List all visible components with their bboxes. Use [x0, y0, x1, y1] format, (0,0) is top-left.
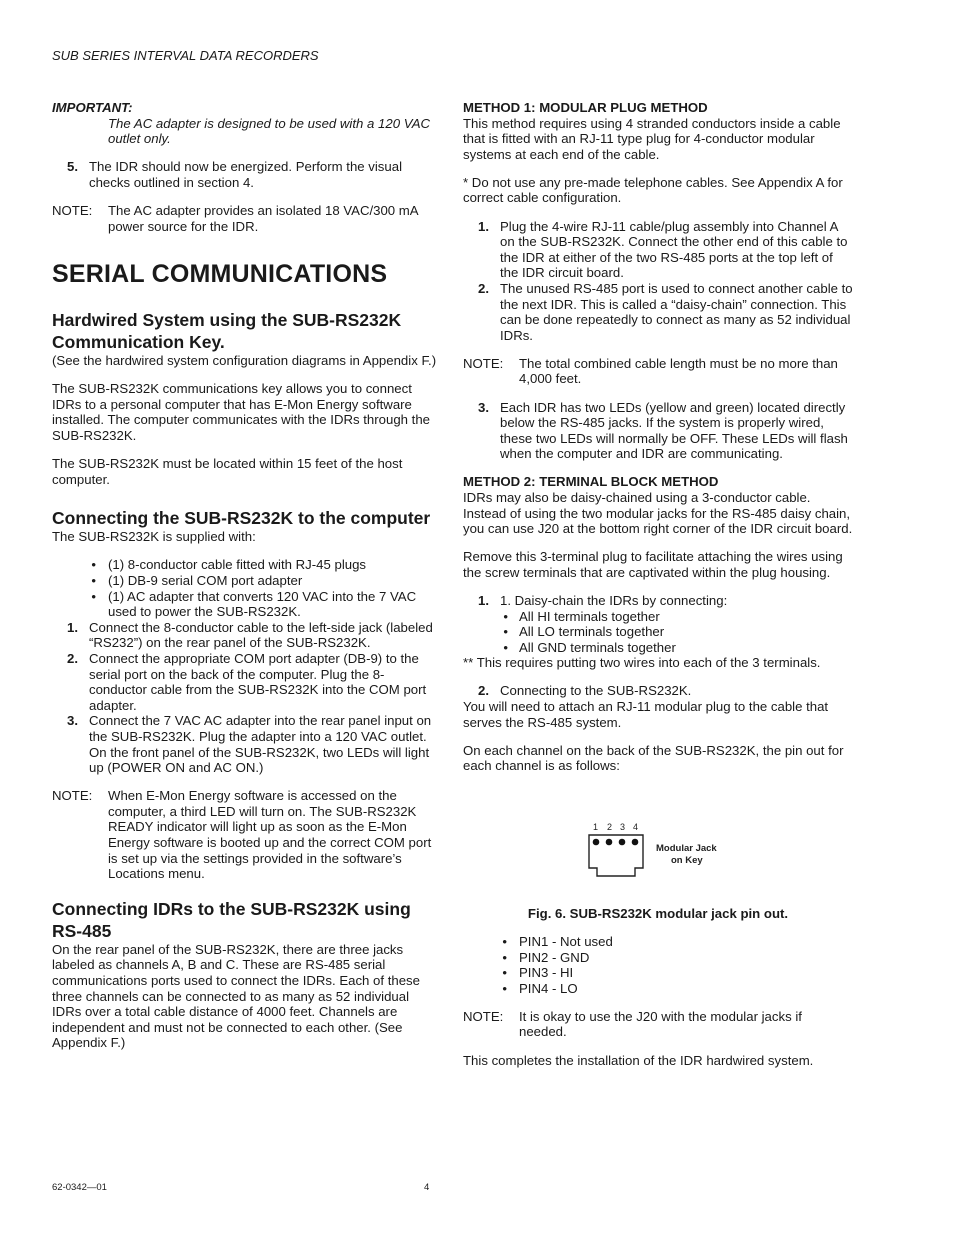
list-item: • PIN1 - Not used	[502, 933, 613, 949]
step-number: 5.	[67, 159, 78, 175]
important-text: The AC adapter is designed to be used with a 120 VAC outlet only.	[108, 115, 431, 147]
running-head: SUB SERIES INTERVAL DATA RECORDERS	[52, 48, 319, 63]
note-label: NOTE:	[463, 355, 504, 371]
pin-list	[463, 934, 853, 996]
heading-hardwired: Hardwired System using the SUB-RS232K Communication Key.	[52, 310, 402, 353]
step-2: 2. Connect the appropriate COM port adapter (DB-9) to the serial port on the back of the computer. Plug the 8-conductor cable from the SUB-RS232K into the COM port adapter.	[67, 650, 427, 713]
jack-label: on Key	[671, 854, 703, 866]
m2-step-1: 1. 1. Daisy-chain the IDRs by connecting:	[478, 592, 728, 608]
list-item: • PIN4 - LO	[502, 980, 578, 996]
note-text: When E-Mon Energy software is accessed on the computer, a third LED will turn on. The SUB-RS232K READY indicator will light up as soon as the E-Mon Energy software is booted up and the correct COM port is set up via the settings provided in the software’s Locations menu.	[108, 788, 432, 882]
jack-label: Modular Jack	[656, 842, 717, 854]
paragraph-see-appendix: (See the hardwired system configuration diagrams in Appendix F.)	[52, 353, 437, 369]
list-item: • (1) DB-9 serial COM port adapter	[91, 573, 303, 588]
paragraph-completion: This completes the installation of the IDR hardwired system.	[463, 1052, 814, 1068]
pin-dot	[619, 839, 626, 846]
paragraph-cable-warning: * Do not use any pre-made telephone cables. See Appendix A for correct cable configuration.	[463, 174, 843, 206]
list-item: • All GND terminals together	[503, 639, 676, 655]
step-1: 1. Connect the 8-conductor cable to the left-side jack (labeled “RS232”) on the rear panel of the SUB-RS232K.	[67, 619, 433, 651]
list-item: • All HI terminals together	[503, 608, 660, 624]
right-column	[463, 100, 853, 1068]
note-label: NOTE:	[52, 788, 93, 804]
heading-connecting-computer: Connecting the SUB-RS232K to the computer	[52, 508, 431, 529]
step-5	[52, 159, 437, 190]
note-cable-length	[463, 356, 853, 387]
heading-method-1: METHOD 1: MODULAR PLUG METHOD	[463, 100, 708, 115]
paragraph-pin-out: On each channel on the back of the SUB-RS232K, the pin out for each channel is as follows:	[463, 742, 844, 774]
m1-step-3: 3. Each IDR has two LEDs (yellow and green) located directly below the RS-485 jacks. If the system is properly wired, these two LEDs will normally be OFF. These LEDs will flash when the computer and IDR are communicating.	[478, 399, 848, 462]
paragraph-comm-key: The SUB-RS232K communications key allows you to connect IDRs to a personal computer that has E-Mon Energy software installed. The computer communicates with the IDRs through the SUB-RS232K.	[52, 381, 430, 444]
left-column	[52, 100, 437, 1051]
list-item: • (1) 8-conductor cable fitted with RJ-45 plugs	[91, 557, 367, 573]
important-label: IMPORTANT:	[52, 100, 133, 115]
paragraph-method-2: IDRs may also be daisy-chained using a 3-conductor cable. Instead of using the two modular jacks for the RS-485 daisy chain, you can use J20 at the bottom right corner of the IDR circuit board.	[463, 489, 853, 537]
paragraph-rear-panel: On the rear panel of the SUB-RS232K, there are three jacks labeled as channels A, B and C. These are RS-485 serial communications ports used to connect the IDRs. Each of these three channels can be connected to as many as 52 individual IDRs over a total cable distance of 4000 feet. Channels are independent and must not be connected to each other. (See Appendix F.)	[52, 941, 420, 1051]
note-label: NOTE:	[52, 202, 93, 218]
list-item: • (1) AC adapter that converts 120 VAC into the 7 VAC used to power the SUB-RS232K.	[91, 588, 417, 620]
heading-method-2: METHOD 2: TERMINAL BLOCK METHOD	[463, 474, 719, 490]
m1-step-1: 1. Plug the 4-wire RJ-11 cable/plug assembly into Channel A on the SUB-RS232K. Connect the other end of this cable to the IDR at either of the two RS-485 ports at the top left of the IDR circuit board.	[478, 218, 848, 281]
paragraph-method-1: This method requires using 4 stranded conductors inside a cable that is fitted with an RJ-11 type plug for 4-conductor modular systems at each end of the cable.	[463, 115, 841, 162]
document-number: 62-0342—01	[52, 1182, 107, 1193]
supplied-list	[52, 557, 437, 619]
paragraph-two-wires: ** This requires putting two wires into each of the 3 terminals.	[463, 655, 821, 671]
list-item: • All LO terminals together	[503, 624, 665, 640]
section-title: SERIAL COMMUNICATIONS	[52, 260, 388, 289]
pin-label-3: 3	[620, 821, 626, 832]
note-text: The AC adapter provides an isolated 18 VAC/300 mA power source for the IDR.	[108, 202, 418, 234]
note-text: It is okay to use the J20 with the modular jacks if needed.	[519, 1008, 802, 1040]
page-number: 4	[424, 1182, 430, 1193]
m1-step-2: 2. The unused RS-485 port is used to connect another cable to the next IDR. This is called a “daisy-chain” connection. This can be done repeatedly to connect as many as 52 individual IDRs.	[478, 280, 853, 343]
paragraph-location: The SUB-RS232K must be located within 15 feet of the host computer.	[52, 456, 403, 487]
heading-connecting-idrs: Connecting IDRs to the SUB-RS232K using RS-485	[52, 898, 411, 941]
note-j20	[463, 1009, 853, 1040]
paragraph-rj11: You will need to attach an RJ-11 modular plug to the cable that serves the RS-485 system.	[463, 699, 829, 730]
step-text: The IDR should now be energized. Perform the visual checks outlined in section 4.	[89, 159, 402, 190]
pin-dot	[632, 839, 639, 846]
pin-label-4: 4	[633, 821, 639, 832]
note-emon-software	[52, 788, 437, 882]
list-item: • PIN2 - GND	[502, 949, 590, 965]
note-ac-adapter	[52, 203, 437, 234]
list-item: • PIN3 - HI	[502, 965, 574, 981]
pin-label-2: 2	[607, 821, 613, 832]
paragraph-supplied: The SUB-RS232K is supplied with:	[52, 529, 256, 545]
modular-jack-figure	[563, 820, 853, 906]
pin-dot	[606, 839, 613, 846]
modular-jack-diagram	[563, 820, 743, 906]
pin-dot	[593, 839, 600, 846]
step-3: 3. Connect the 7 VAC AC adapter into the rear panel input on the SUB-RS232K. Plug the adapter into a 120 VAC outlet. On the front panel of the SUB-RS232K, two LEDs will light up (POWER ON and AC ON.)	[67, 713, 432, 776]
m2-step-2: 2. Connecting to the SUB-RS232K.	[478, 683, 692, 699]
note-label: NOTE:	[463, 1008, 504, 1024]
note-text: The total combined cable length must be no more than 4,000 feet.	[519, 355, 838, 387]
paragraph-terminal-plug: Remove this 3-terminal plug to facilitate attaching the wires using the screw terminals that are captivated within the plug housing.	[463, 549, 843, 580]
terminal-list	[463, 609, 853, 656]
figure-caption: Fig. 6. SUB-RS232K modular jack pin out.	[527, 905, 789, 921]
pin-label-1: 1	[593, 821, 599, 832]
